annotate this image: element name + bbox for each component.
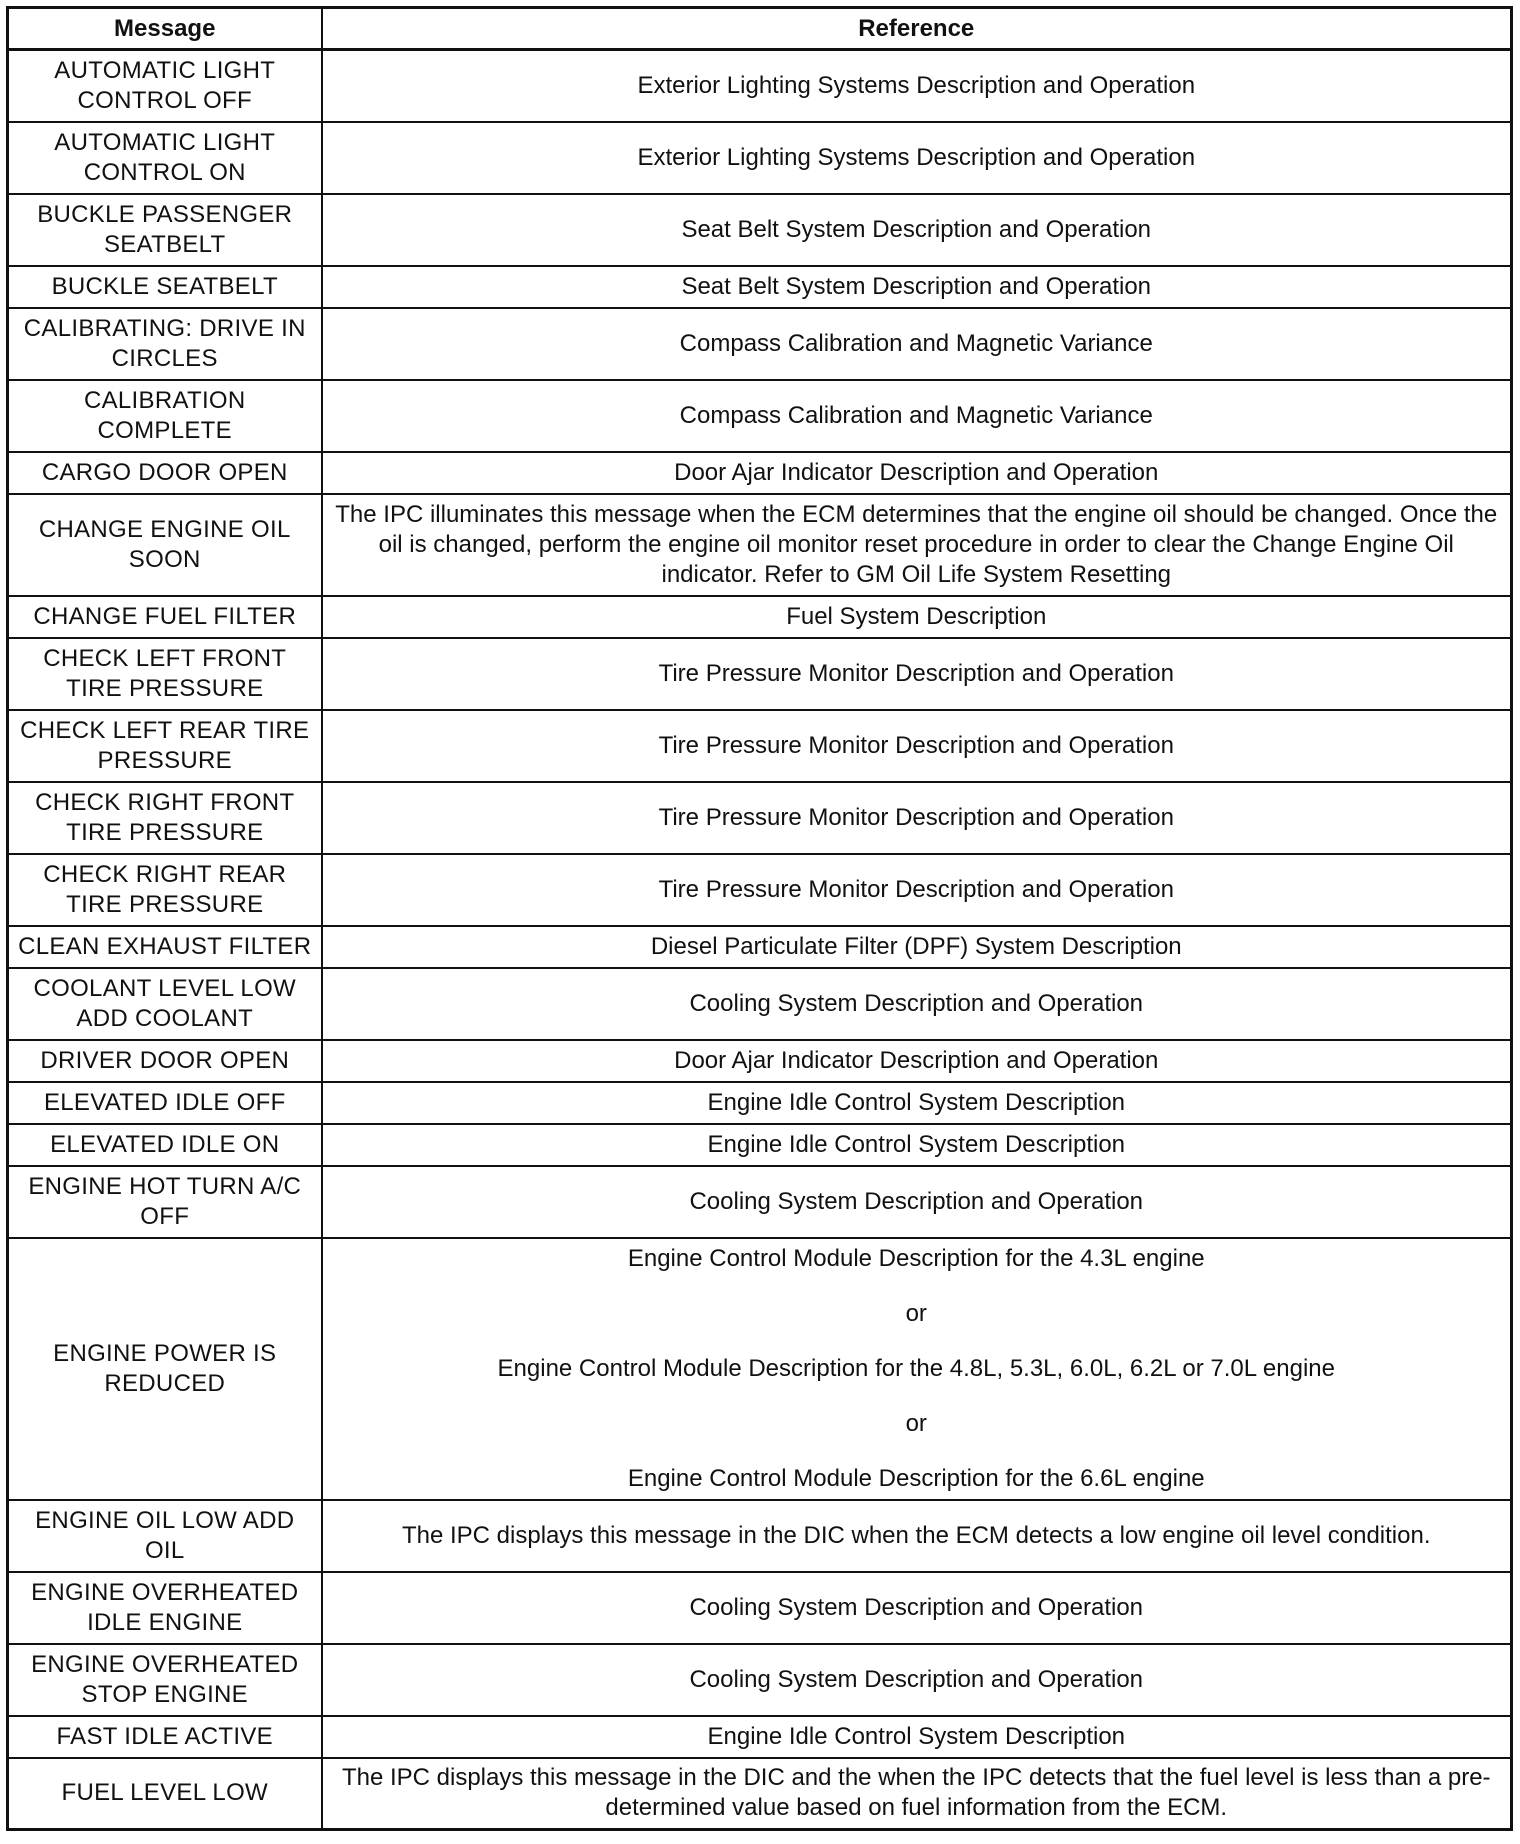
table-row — [8, 1644, 1512, 1716]
reference-cell: Cooling System Description and Operation — [322, 968, 1512, 1040]
message-reference-table — [6, 6, 1513, 1831]
reference-cell: Tire Pressure Monitor Description and Operation — [322, 638, 1512, 710]
reference-cell: Diesel Particulate Filter (DPF) System Description — [322, 926, 1512, 968]
table-row — [8, 266, 1512, 308]
message-cell: DRIVER DOOR OPEN — [8, 1040, 322, 1082]
table-row — [8, 638, 1512, 710]
column-header-message: Message — [8, 8, 322, 50]
message-cell: ENGINE OVERHEATED STOP ENGINE — [8, 1644, 322, 1716]
reference-cell: Cooling System Description and Operation — [322, 1644, 1512, 1716]
reference-line: Engine Control Module Description for the 4.3L engine — [627, 1244, 1205, 1272]
table-row — [8, 452, 1512, 494]
reference-cell: Exterior Lighting Systems Description and Operation — [322, 50, 1512, 122]
table-row — [8, 1572, 1512, 1644]
table-row — [8, 1238, 1512, 1500]
message-cell: AUTOMATIC LIGHT CONTROL OFF — [8, 50, 322, 122]
table-row — [8, 1758, 1512, 1830]
reference-cell: Compass Calibration and Magnetic Variance — [322, 380, 1512, 452]
message-cell: BUCKLE PASSENGER SEATBELT — [8, 194, 322, 266]
table-row — [8, 1082, 1512, 1124]
reference-cell: Tire Pressure Monitor Description and Operation — [322, 782, 1512, 854]
table-row — [8, 122, 1512, 194]
message-cell: CHECK LEFT FRONT TIRE PRESSURE — [8, 638, 322, 710]
table-row — [8, 782, 1512, 854]
table-row — [8, 1040, 1512, 1082]
line-gap — [331, 1274, 1503, 1299]
table-header-row — [8, 8, 1512, 50]
table-row — [8, 50, 1512, 122]
reference-line: Engine Control Module Description for the 6.6L engine — [627, 1464, 1205, 1492]
table-row — [8, 380, 1512, 452]
message-cell: FUEL LEVEL LOW — [8, 1758, 322, 1830]
reference-cell: Compass Calibration and Magnetic Variance — [322, 308, 1512, 380]
reference-line: Engine Control Module Description for the 4.8L, 5.3L, 6.0L, 6.2L or 7.0L engine — [497, 1354, 1335, 1382]
reference-cell: Engine Idle Control System Description — [322, 1082, 1512, 1124]
reference-cell: The IPC displays this message in the DIC when the ECM detects a low engine oil level condition. — [322, 1500, 1512, 1572]
table-row — [8, 968, 1512, 1040]
reference-cell: Seat Belt System Description and Operation — [322, 266, 1512, 308]
reference-cell: Door Ajar Indicator Description and Operation — [322, 452, 1512, 494]
message-cell: CHECK RIGHT REAR TIRE PRESSURE — [8, 854, 322, 926]
table-row — [8, 596, 1512, 638]
line-gap — [331, 1329, 1503, 1354]
table-row — [8, 926, 1512, 968]
table-row — [8, 308, 1512, 380]
message-cell: CALIBRATING: DRIVE IN CIRCLES — [8, 308, 322, 380]
reference-cell: Tire Pressure Monitor Description and Operation — [322, 854, 1512, 926]
message-cell: ENGINE OVERHEATED IDLE ENGINE — [8, 1572, 322, 1644]
message-cell: FAST IDLE ACTIVE — [8, 1716, 322, 1758]
message-cell: CLEAN EXHAUST FILTER — [8, 926, 322, 968]
message-cell: CALIBRATION COMPLETE — [8, 380, 322, 452]
message-cell: CHANGE ENGINE OIL SOON — [8, 494, 322, 596]
reference-line: or — [905, 1299, 927, 1327]
line-gap — [331, 1384, 1503, 1409]
message-cell: CHECK RIGHT FRONT TIRE PRESSURE — [8, 782, 322, 854]
message-cell: CHANGE FUEL FILTER — [8, 596, 322, 638]
message-cell: ELEVATED IDLE OFF — [8, 1082, 322, 1124]
reference-cell: Fuel System Description — [322, 596, 1512, 638]
table-row — [8, 854, 1512, 926]
table-row — [8, 194, 1512, 266]
message-cell: CARGO DOOR OPEN — [8, 452, 322, 494]
message-cell: CHECK LEFT REAR TIRE PRESSURE — [8, 710, 322, 782]
reference-cell: Door Ajar Indicator Description and Operation — [322, 1040, 1512, 1082]
reference-cell: Engine Idle Control System Description — [322, 1716, 1512, 1758]
message-cell: ENGINE POWER IS REDUCED — [8, 1238, 322, 1500]
reference-cell: Cooling System Description and Operation — [322, 1572, 1512, 1644]
column-header-reference: Reference — [322, 8, 1512, 50]
message-cell: COOLANT LEVEL LOW ADD COOLANT — [8, 968, 322, 1040]
table-row — [8, 1166, 1512, 1238]
table-row — [8, 710, 1512, 782]
message-cell: BUCKLE SEATBELT — [8, 266, 322, 308]
message-cell: AUTOMATIC LIGHT CONTROL ON — [8, 122, 322, 194]
reference-cell-multi — [322, 1238, 1512, 1500]
reference-cell: Tire Pressure Monitor Description and Operation — [322, 710, 1512, 782]
reference-cell: Cooling System Description and Operation — [322, 1166, 1512, 1238]
message-cell: ELEVATED IDLE ON — [8, 1124, 322, 1166]
reference-cell: The IPC illuminates this message when the ECM determines that the engine oil should be changed. Once the oil is changed, perform the engine oil monitor reset procedure in order to clear the Change Engine Oil indicator. Refer to GM Oil Life System Resetting — [322, 494, 1512, 596]
reference-cell: The IPC displays this message in the DIC and the when the IPC detects that the fuel level is less than a pre-determined value based on fuel information from the ECM. — [322, 1758, 1512, 1830]
table-row — [8, 1124, 1512, 1166]
reference-cell: Engine Idle Control System Description — [322, 1124, 1512, 1166]
reference-line: or — [905, 1409, 927, 1437]
table-row — [8, 1716, 1512, 1758]
line-gap — [331, 1439, 1503, 1464]
table-row — [8, 494, 1512, 596]
reference-cell: Exterior Lighting Systems Description and Operation — [322, 122, 1512, 194]
message-cell: ENGINE HOT TURN A/C OFF — [8, 1166, 322, 1238]
message-cell: ENGINE OIL LOW ADD OIL — [8, 1500, 322, 1572]
reference-cell: Seat Belt System Description and Operation — [322, 194, 1512, 266]
table-row — [8, 1500, 1512, 1572]
